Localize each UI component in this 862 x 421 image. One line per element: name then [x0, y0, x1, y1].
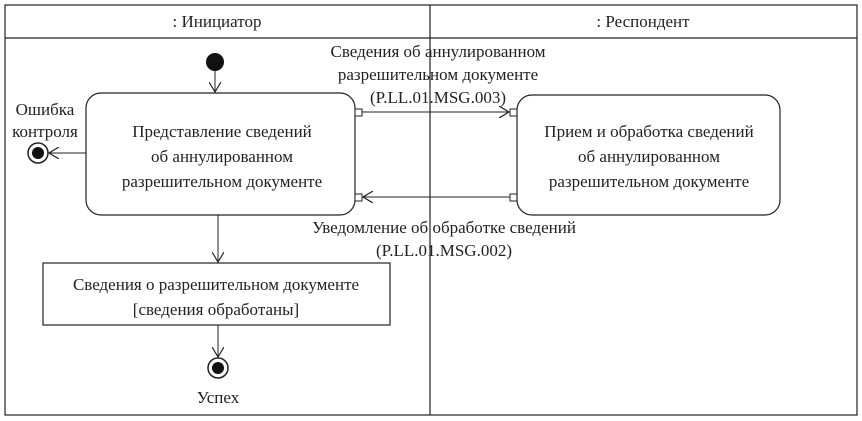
action-receive-line: разрешительном документе	[548, 172, 750, 191]
input-pin	[510, 109, 517, 116]
success-final-node-core	[212, 362, 224, 374]
action-send-line: Представление сведений	[132, 122, 312, 141]
action-send-line: об аннулированном	[151, 147, 293, 166]
output-pin	[355, 109, 362, 116]
action-receive-line: Прием и обработка сведений	[544, 122, 754, 141]
message-request-label: (P.LL.01.MSG.003)	[369, 88, 507, 107]
message-request-label: Сведения об аннулированном	[330, 42, 546, 61]
initial-node	[206, 53, 224, 71]
error-label: контроля	[12, 122, 78, 141]
message-response-label: (P.LL.01.MSG.002)	[375, 241, 513, 260]
object-node-name: Сведения о разрешительном документе	[72, 275, 360, 294]
action-receive-line: об аннулированном	[578, 147, 720, 166]
input-pin	[355, 194, 362, 201]
error-label: Ошибка	[15, 100, 75, 119]
lane-respondent: : Респондент	[596, 12, 690, 31]
message-response-label: Уведомление об обработке сведений	[312, 218, 576, 237]
lane-initiator: : Инициатор	[172, 12, 262, 31]
output-pin	[510, 194, 517, 201]
object-node-state: [сведения обработаны]	[132, 300, 300, 319]
action-send-line: разрешительном документе	[121, 172, 323, 191]
message-request-label: разрешительном документе	[337, 65, 539, 84]
success-label: Успех	[196, 388, 240, 407]
error-final-node-core	[32, 147, 44, 159]
